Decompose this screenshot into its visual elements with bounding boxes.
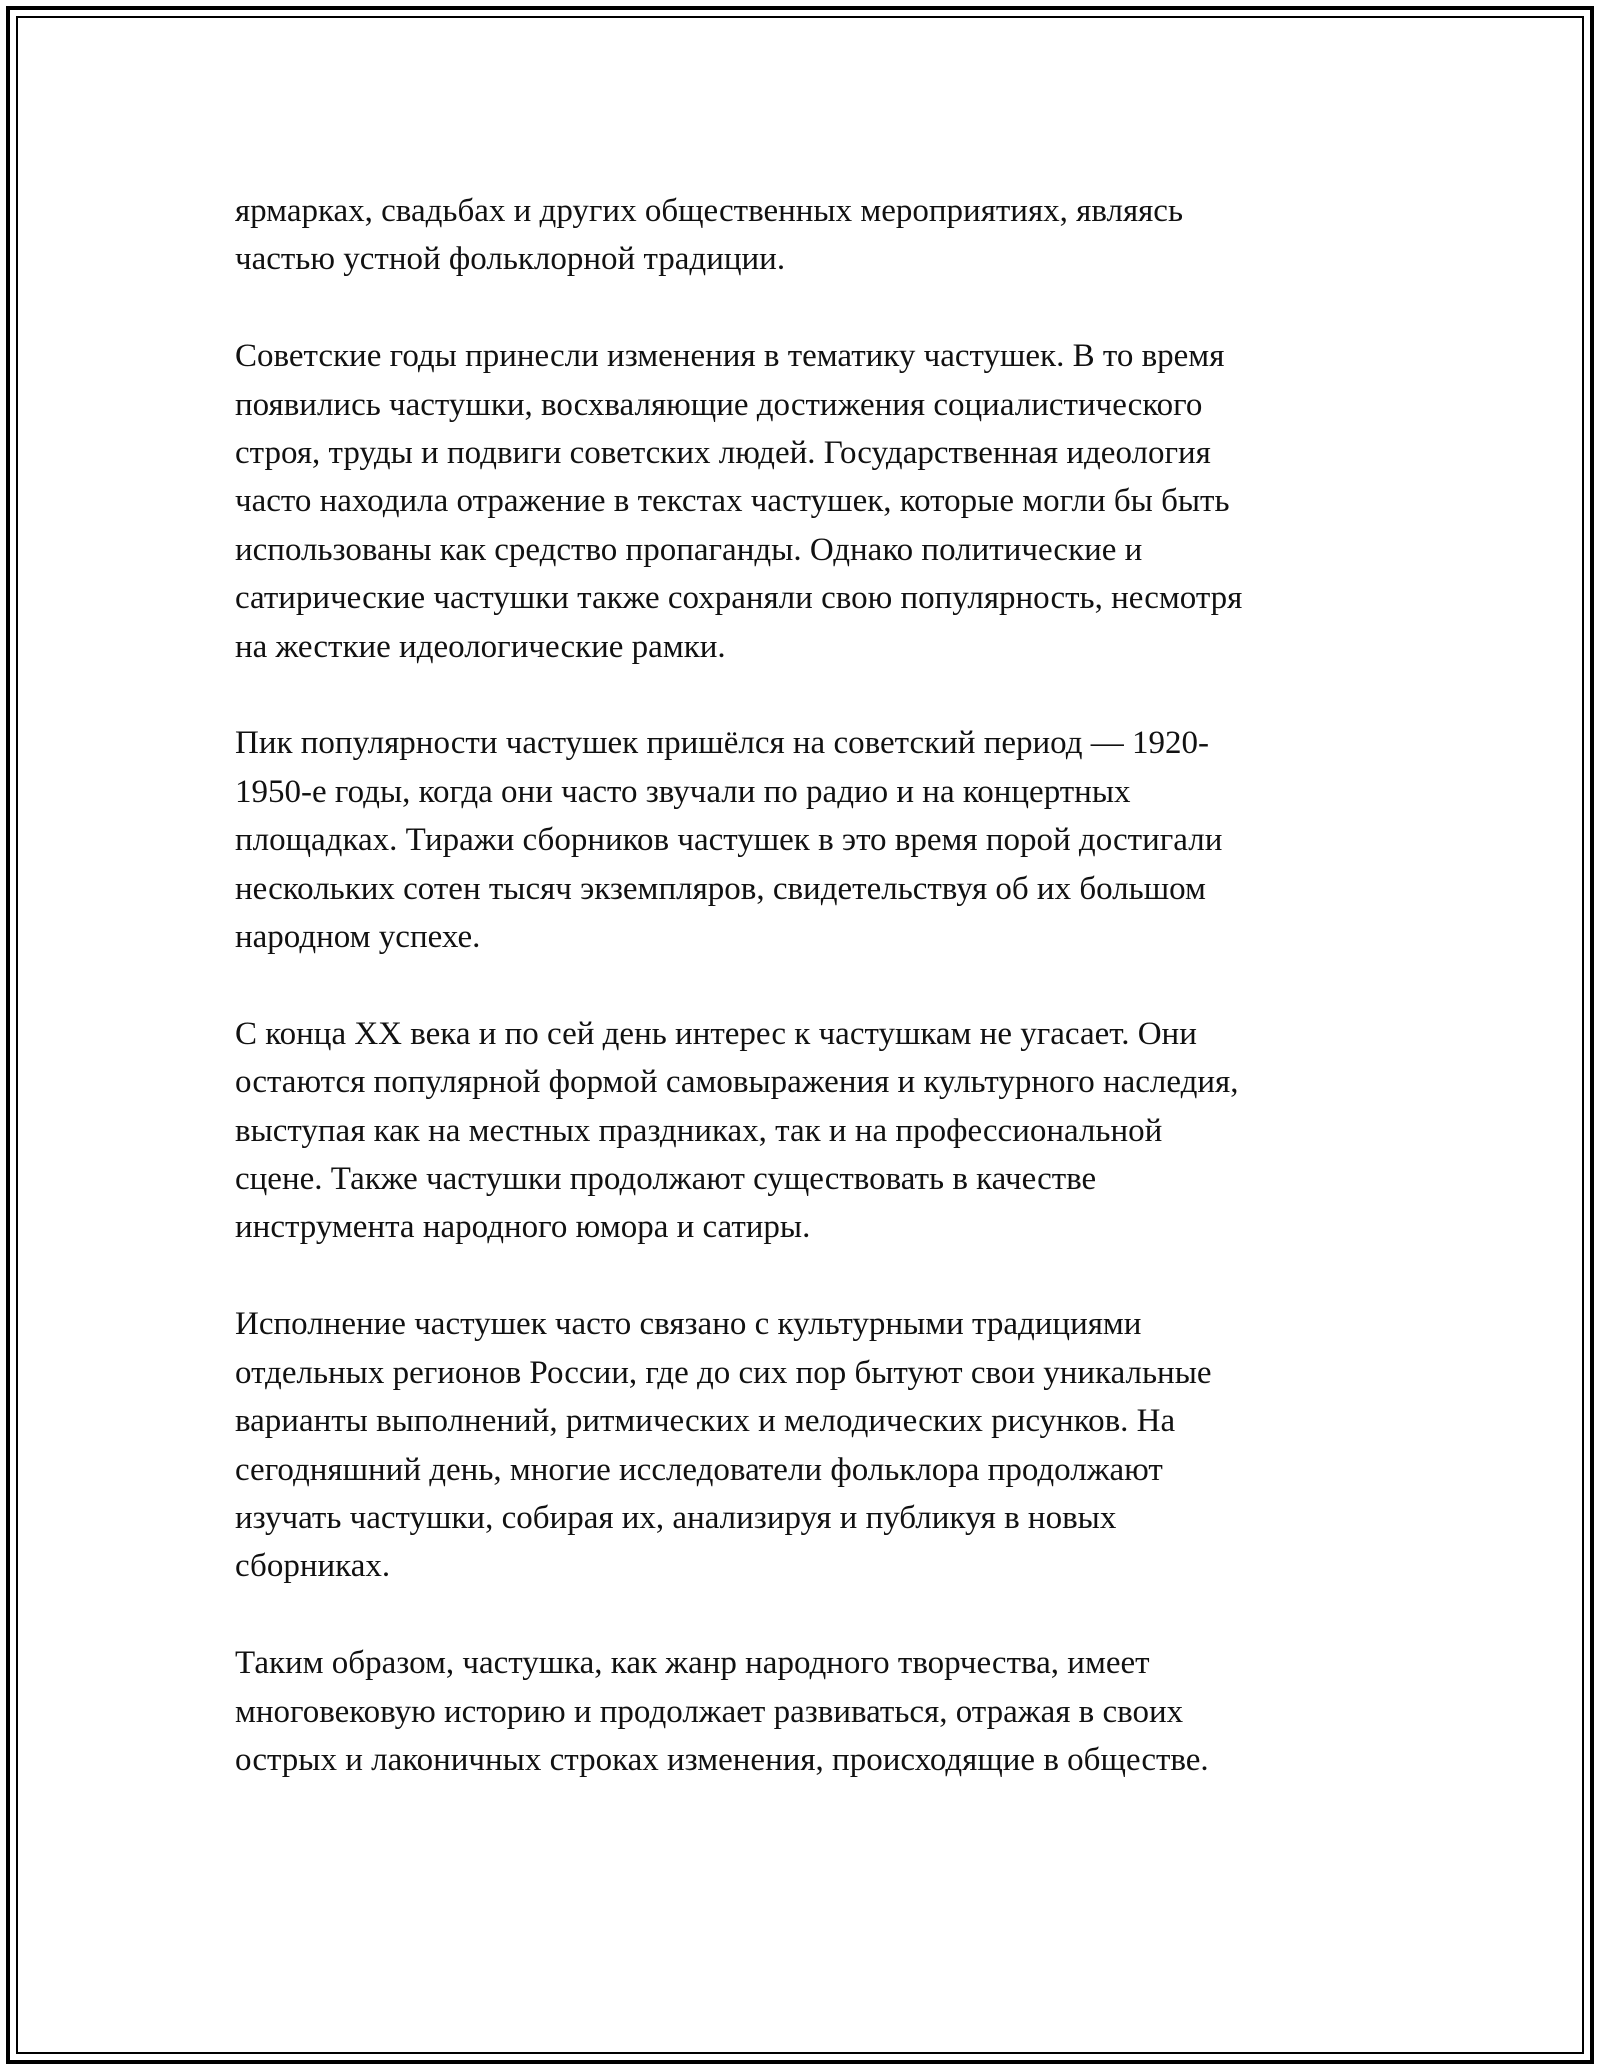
paragraph-gatherings: ярмарках, свадьбах и других общественных мероприятиях, являясь частью устной фольклорной традиции. bbox=[235, 193, 1183, 278]
document-body bbox=[235, 187, 1385, 1784]
paragraph-conclusion: Таким образом, частушка, как жанр народного творчества, имеет многовековую историю и продолжает развиваться, отражая в своих острых и лаконичных строках изменения, происходящие в обществе. bbox=[235, 1645, 1209, 1778]
paragraph-peak-popularity: Пик популярности частушек пришёлся на советский период — 1920- 1950-е годы, когда они часто звучали по радио и на концертных площадках. Тиражи сборников частушек в это время порой достигали нескольких сотен тысяч экземпляров, свидетельствуя об их большом народном успехе. bbox=[235, 725, 1223, 956]
paragraph-soviet-years: Советские годы принесли изменения в тематику частушек. В то время появились частушки, восхваляющие достижения социалистического строя, труды и подвиги советских людей. Государственная идеология часто находила отражение в текстах частушек, которые могли бы быть использованы как средство пропаганды. Однако политические и сатирические частушки также сохраняли свою популярность, несмотря на жесткие идеологические рамки. bbox=[235, 338, 1243, 665]
paragraph-modern-interest: С конца XX века и по сей день интерес к частушкам не угасает. Они остаются популярной формой самовыражения и культурного наследия, выступая как на местных праздниках, так и на профессиональной сцене. Также частушки продолжают существовать в качестве инструмента народного юмора и сатиры. bbox=[235, 1015, 1239, 1246]
paragraph-regional-traditions: Исполнение частушек часто связано с культурными традициями отдельных регионов России, где до сих пор бытуют свои уникальные варианты выполнений, ритмических и мелодических рисунков. На сегодняшний день, многие исследователи фольклора продолжают изучать частушки, собирая их, анализируя и публикуя в новых сборниках. bbox=[235, 1306, 1212, 1585]
